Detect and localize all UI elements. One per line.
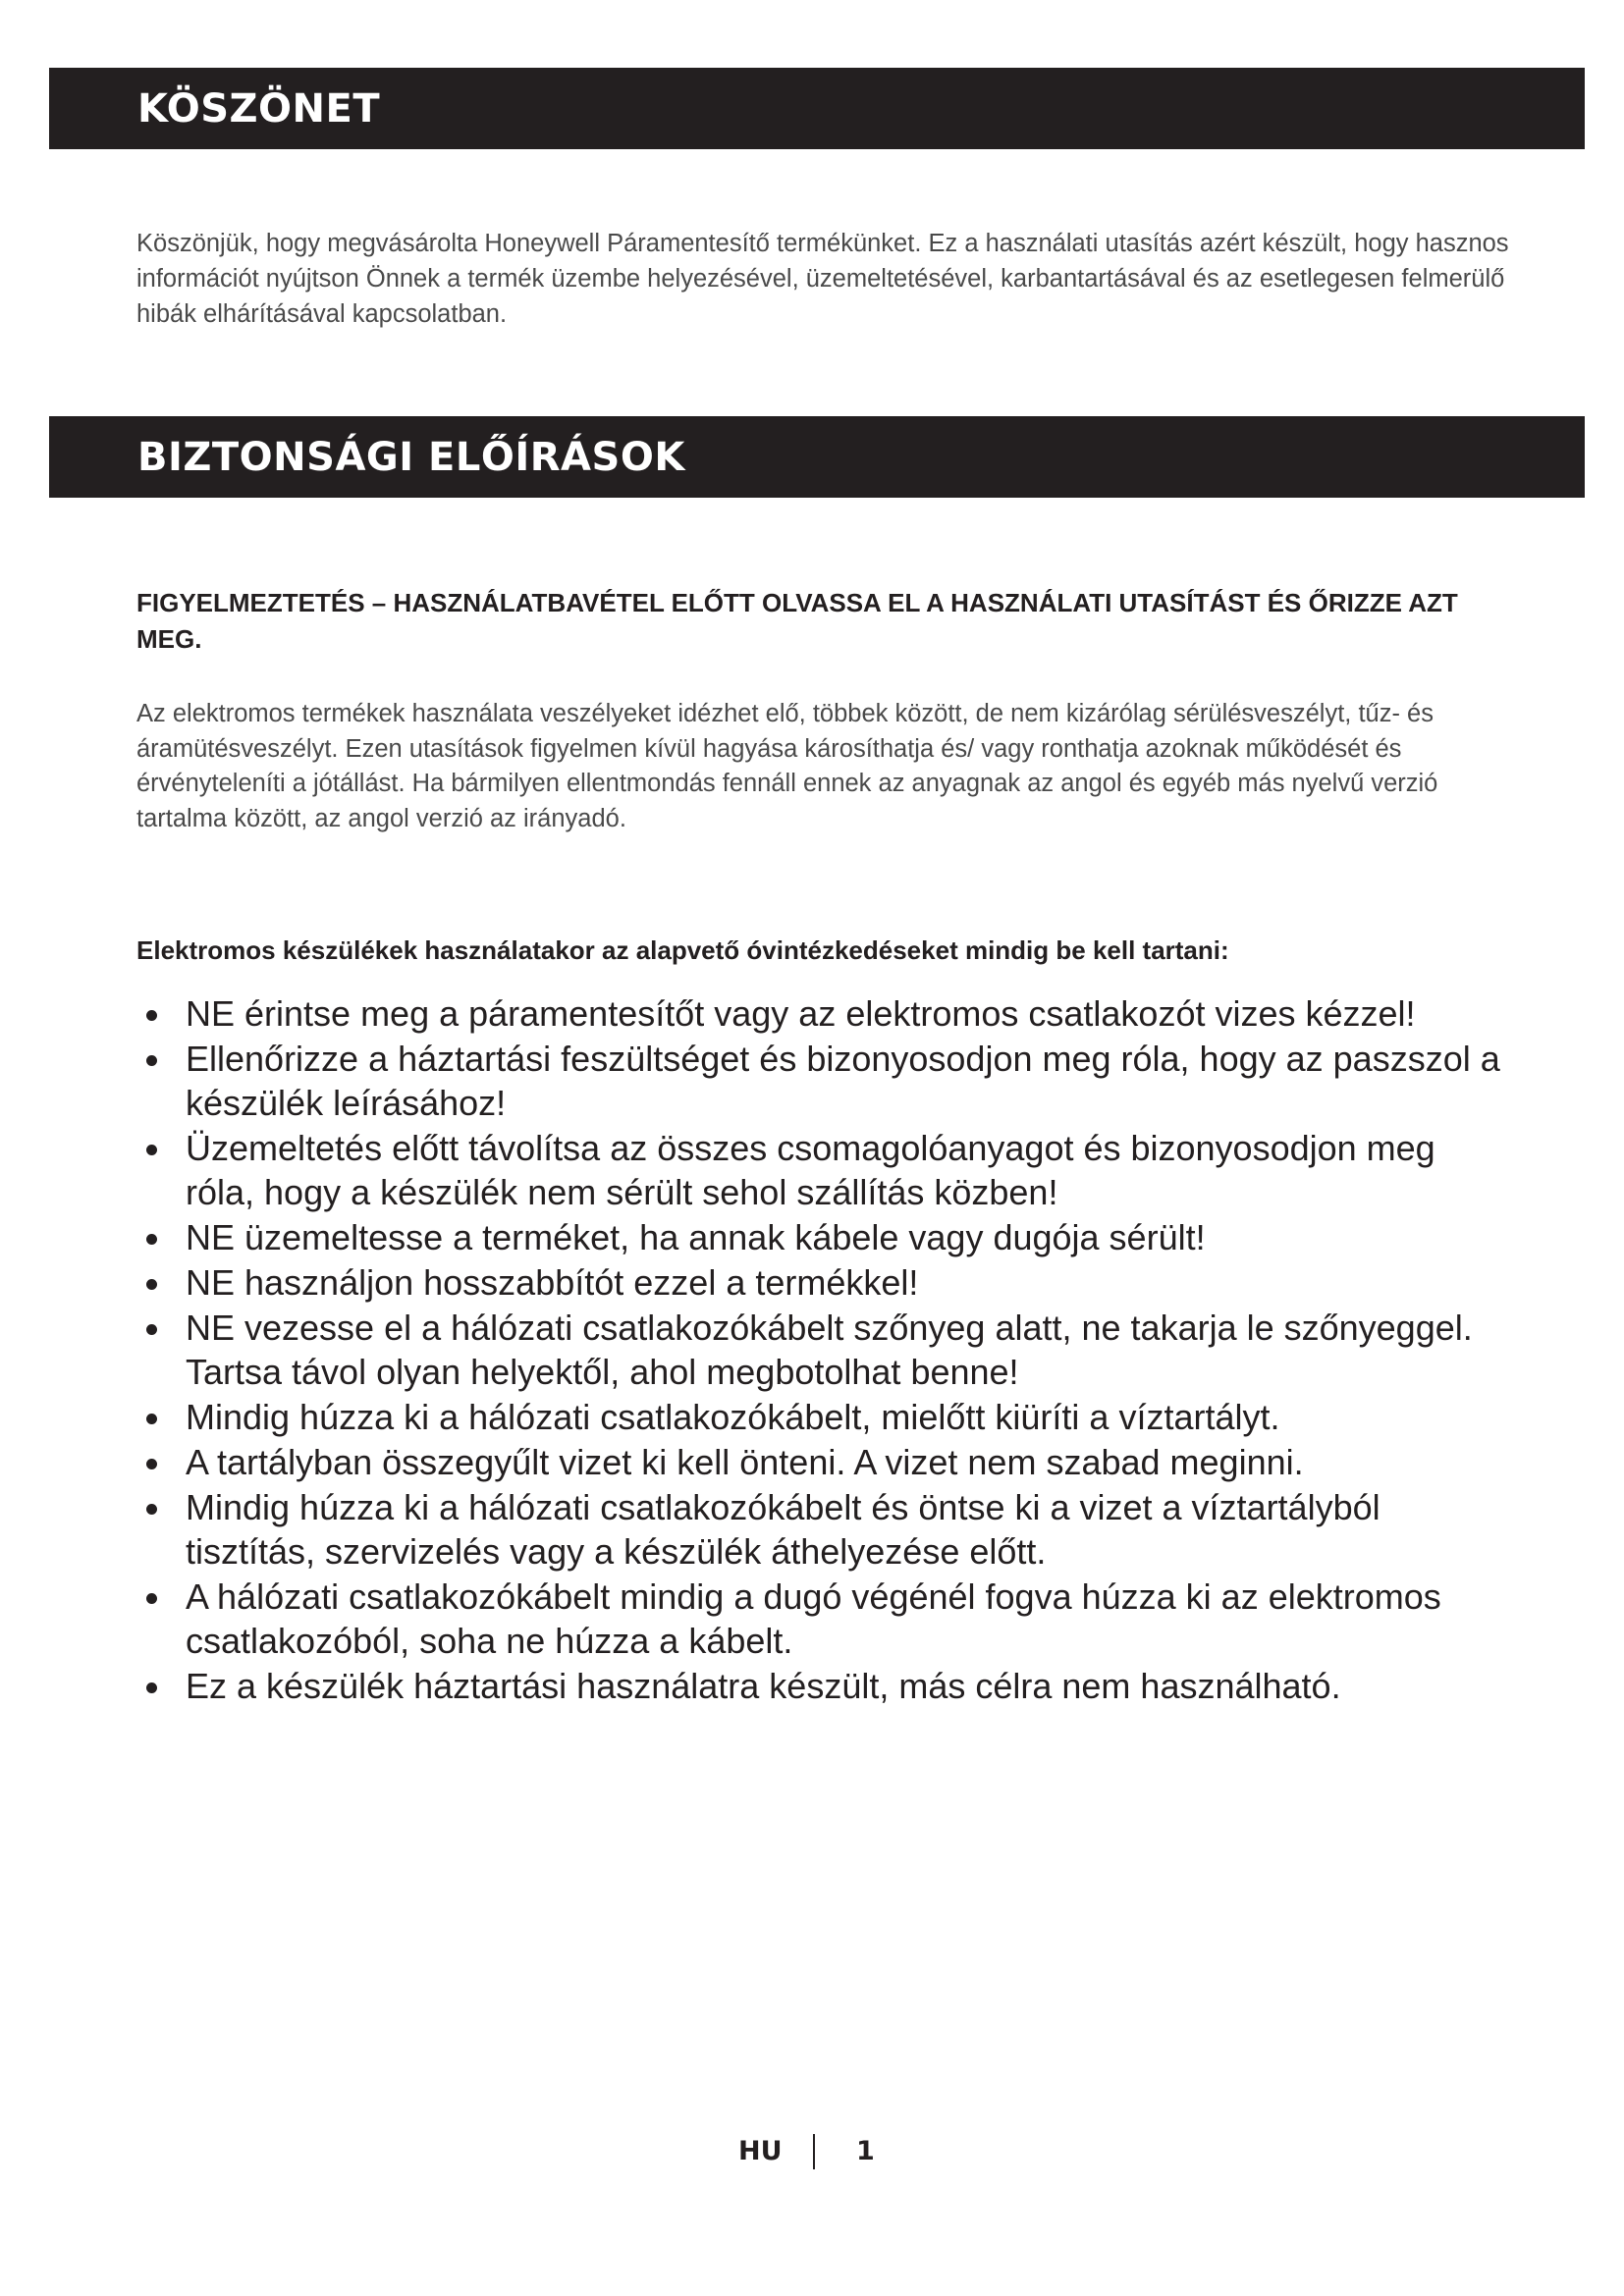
footer-divider [813,2134,815,2169]
list-item-text: Üzemeltetés előtt távolítsa az összes csomagolóanyagot és bizonyosodjon meg róla, hogy a készülék nem sérült sehol szállítás közben! [186,1128,1435,1212]
bullet-icon [146,1055,157,1066]
warning-paragraph: Az elektromos termékek használata veszélyeket idézhet elő, többek között, de nem kizárólag sérülésveszélyt, tűz- és áramütésveszélyt. Ezen utasítások figyelmen kívül hagyása károsíthatja és/ vagy ronthatja azoknak működését és érvényteleníti a jótállást. Ha bármilyen ellentmondás fennáll ennek az anyagnak az angol és egyéb más nyelvű verzió tartalma között, az angol verzió az irányadó. [136,700,1438,832]
list-item [136,1126,1511,1214]
list-item-text: NE vezesse el a hálózati csatlakozókábelt szőnyeg alatt, ne takarja le szőnyeggel. Tartsa távol olyan helyektől, ahol megbotolhat benne! [186,1308,1473,1392]
bullet-icon [146,1279,157,1290]
list-item [136,1575,1511,1663]
list-item-text: Ellenőrizze a háztartási feszültséget és bizonyosodjon meg róla, hogy az paszszol a készülék leírásához! [186,1039,1500,1123]
bullet-icon [146,1682,157,1693]
section-title-safety: BIZTONSÁGI ELŐÍRÁSOK [137,434,685,480]
list-item-text: NE használjon hosszabbítót ezzel a termékkel! [186,1262,919,1303]
list-item [136,1260,1511,1305]
list-item [136,1485,1511,1574]
bullet-icon [146,1234,157,1245]
bullet-icon [146,1324,157,1335]
bullet-icon [146,1504,157,1515]
precautions-intro: Elektromos készülékek használatakor az alapvető óvintézkedéseket mindig be kell tartani: [136,935,1229,965]
safety-bullet-list [136,991,1511,1709]
list-item [136,1215,1511,1259]
list-item-text: NE érintse meg a páramentesítőt vagy az elektromos csatlakozót vizes kézzel! [186,993,1416,1034]
section-header-safety [49,416,1585,498]
list-item [136,1440,1511,1484]
list-item-text: Ez a készülék háztartási használatra készült, más célra nem használható. [186,1666,1341,1706]
section-title-thanks: KÖSZÖNET [137,85,381,132]
warning-title: FIGYELMEZTETÉS – HASZNÁLATBAVÉTEL ELŐTT OLVASSA EL A HASZNÁLATI UTASÍTÁST ÉS ŐRIZZE AZT MEG. [136,588,1458,654]
page-footer [0,2132,1624,2171]
bullet-icon [146,1593,157,1604]
list-item [136,1306,1511,1394]
list-item-text: Mindig húzza ki a hálózati csatlakozókábelt és öntse ki a vizet a víztartályból tisztítás, szervizelés vagy a készülék áthelyezése előtt. [186,1487,1380,1572]
list-item [136,1037,1511,1125]
list-item [136,991,1511,1036]
thanks-paragraph: Köszönjük, hogy megvásárolta Honeywell Páramentesítő termékünket. Ez a használati utasítás azért készült, hogy hasznos információt nyújtson Önnek a termék üzembe helyezésével, üzemeltetésével, karbantartásával és az esetlegesen felmerülő hibák elhárításával kapcsolatban. [136,230,1509,328]
list-item [136,1664,1511,1708]
bullet-icon [146,1459,157,1469]
list-item-text: NE üzemeltesse a terméket, ha annak kábele vagy dugója sérült! [186,1217,1206,1257]
bullet-icon [146,1010,157,1021]
section-header-thanks [49,68,1585,149]
list-item-text: A tartályban összegyűlt vizet ki kell önteni. A vizet nem szabad meginni. [186,1442,1304,1482]
list-item [136,1395,1511,1439]
list-item-text: Mindig húzza ki a hálózati csatlakozókábelt, mielőtt kiüríti a víztartályt. [186,1397,1280,1437]
page-number: 1 [856,2136,875,2166]
bullet-icon [146,1145,157,1155]
bullet-icon [146,1414,157,1424]
footer-language: HU [738,2136,783,2166]
list-item-text: A hálózati csatlakozókábelt mindig a dugó végénél fogva húzza ki az elektromos csatlakozóból, soha ne húzza a kábelt. [186,1576,1441,1661]
